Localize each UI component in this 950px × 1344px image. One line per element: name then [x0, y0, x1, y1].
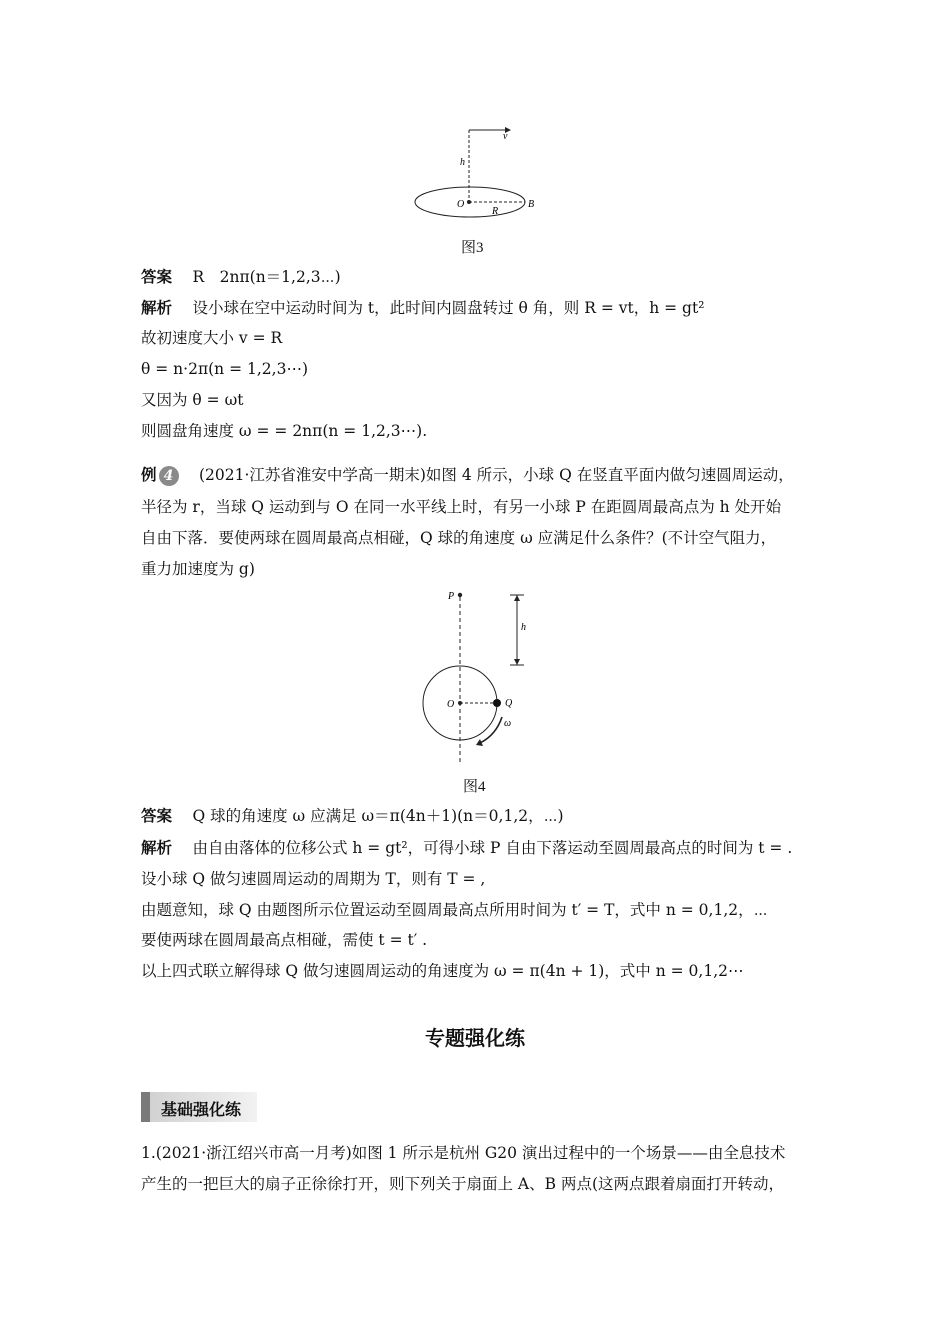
analysis-1-line-3: θ = n·2π(n = 1,2,3⋯) — [141, 360, 308, 378]
figure-3-caption: 图3 — [461, 240, 484, 256]
fig3-label-v: v — [503, 131, 508, 142]
figure-4-diagram — [410, 585, 540, 770]
fig4-label-h: h — [521, 622, 526, 633]
analysis-1-text-1: 设小球在空中运动时间为 t，此时间内圆盘转过 θ 角，则 R = vt，h = gt² — [192, 299, 705, 317]
example-4-line-3: 自由下落．要使两球在圆周最高点相碰，Q 球的角速度 ω 应满足什么条件？(不计空气阻力， — [141, 529, 777, 547]
fig4-ball-p — [458, 593, 462, 597]
question-1-line-2: 产生的一把巨大的扇子正徐徐打开，则下列关于扇面上 A、B 两点(这两点跟着扇面打开转动， — [141, 1175, 784, 1193]
analysis-2-line-2: 设小球 Q 做匀速圆周运动的周期为 T，则有 T = , — [141, 870, 486, 888]
figure-3-diagram — [405, 122, 545, 222]
fig3-label-o: O — [457, 199, 465, 210]
fig4-label-o: O — [447, 699, 455, 710]
subsection-bar — [141, 1092, 150, 1122]
fig4-h-arrow-up — [514, 595, 520, 601]
answer-2-text: Q 球的角速度 ω 应满足 ω＝π(4n＋1)(n＝0,1,2，⋯) — [192, 807, 564, 825]
answer-2-label: 答案 — [141, 807, 173, 825]
answer-2 — [141, 806, 564, 826]
fig3-label-r: R — [492, 206, 499, 217]
analysis-1-label: 解析 — [141, 299, 173, 317]
example-4-line-1 — [141, 465, 794, 486]
fig4-h-arrow-down — [514, 659, 520, 665]
fig3-label-b: B — [528, 199, 535, 210]
analysis-2-line-5: 以上四式联立解得球 Q 做匀速圆周运动的角速度为 ω = π(4n + 1)，式中 n = 0,1,2⋯ — [141, 962, 744, 980]
analysis-1-line-5: 则圆盘角速度 ω = = 2nπ(n = 1,2,3⋯). — [141, 422, 428, 440]
figure-4-caption: 图4 — [463, 779, 486, 795]
fig4-ball-q — [493, 699, 501, 707]
analysis-2-line-1 — [141, 838, 792, 858]
subsection-title: 基础强化练 — [161, 1100, 242, 1119]
example-4-text-1: (2021·江苏省淮安中学高一期末)如图 4 所示，小球 Q 在竖直平面内做匀速圆周运动， — [198, 466, 794, 484]
fig4-label-q: Q — [505, 698, 513, 709]
fig4-label-omega: ω — [504, 718, 512, 729]
subsection-banner — [141, 1092, 257, 1122]
answer-1-text: R 2nπ(n＝1,2,3⋯) — [192, 268, 341, 286]
analysis-2-label: 解析 — [141, 839, 173, 857]
example-number-badge: 4 — [159, 466, 179, 486]
analysis-1-line-1 — [141, 298, 704, 318]
fig4-label-p: P — [448, 591, 455, 602]
analysis-2-text-1: 由自由落体的位移公式 h = gt²，可得小球 P 自由下落运动至圆周最高点的时间为 t = . — [192, 839, 793, 857]
question-1-line-1: 1.(2021·浙江绍兴市高一月考)如图 1 所示是杭州 G20 演出过程中的一个场景——由全息技术 — [141, 1144, 786, 1162]
answer-1-label: 答案 — [141, 268, 173, 286]
analysis-2-line-4: 要使两球在圆周最高点相碰，需使 t = t′ . — [141, 931, 428, 949]
analysis-2-line-3: 由题意知，球 Q 由题图所示位置运动至圆周最高点所用时间为 t′ = T，式中 n = 0,1,2，⋯ — [141, 901, 768, 919]
section-title: 专题强化练 — [425, 1026, 525, 1050]
example-4-line-2: 半径为 r，当球 Q 运动到与 O 在同一水平线上时，有另一小球 P 在距圆周最高点为 h 处开始 — [141, 498, 782, 516]
fig3-label-h: h — [460, 157, 465, 168]
example-label: 例 — [141, 466, 157, 484]
analysis-1-line-4: 又因为 θ = ωt — [141, 391, 244, 409]
example-4-line-4: 重力加速度为 g) — [141, 560, 255, 578]
analysis-1-line-2: 故初速度大小 v = R — [141, 329, 283, 347]
answer-1 — [141, 267, 341, 287]
fig4-rotation-arrow — [480, 717, 502, 743]
